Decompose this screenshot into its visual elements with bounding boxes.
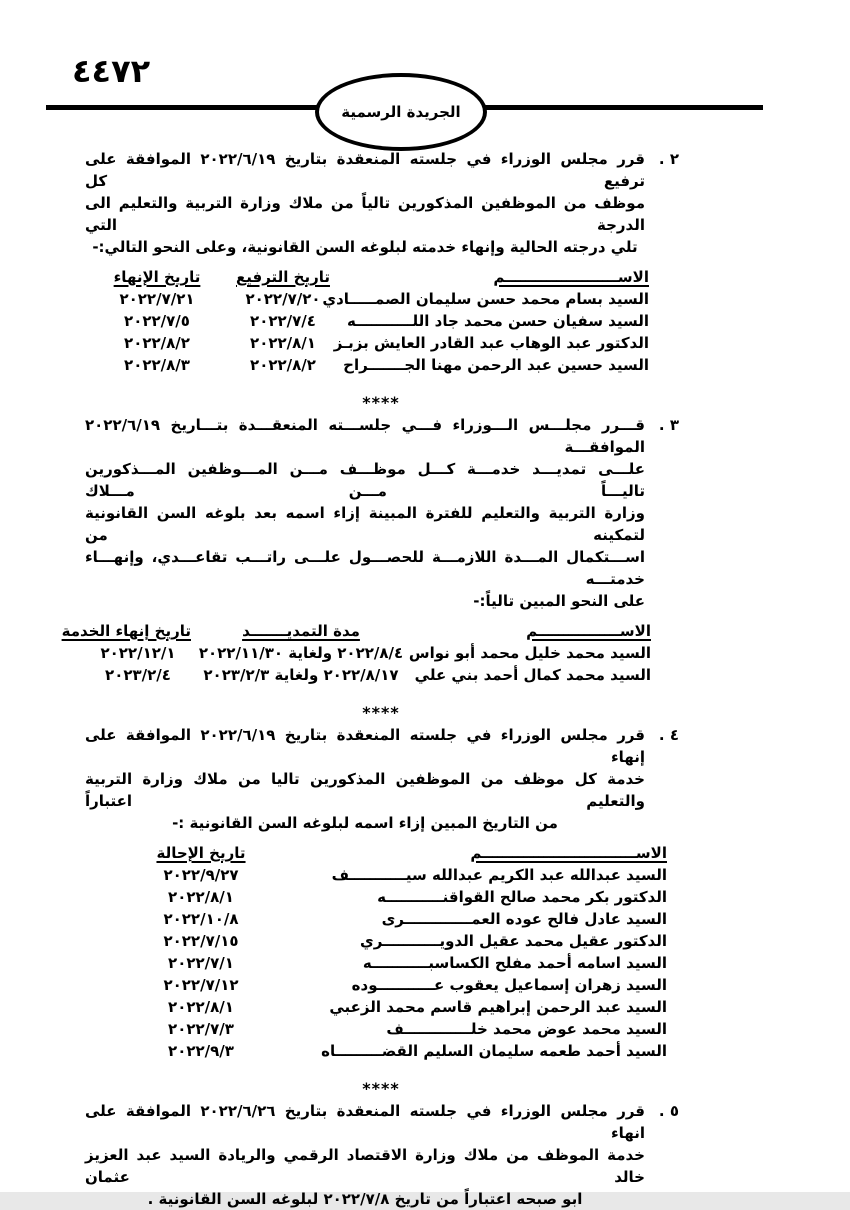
paragraph-line: على النحو المبين تالياً:- xyxy=(473,592,645,610)
table-header-row xyxy=(87,266,649,288)
employee-name: السيد سفيان حسن محمد جاد اللـــــــــــه xyxy=(347,312,649,330)
referral-date: ٢٠٢٢/٩/٣ xyxy=(168,1042,234,1060)
employee-name: الدكتور عبد الوهاب عبد القادر العايش بزبـز xyxy=(333,334,649,352)
section-separator: **** xyxy=(362,1079,400,1098)
referral-date: ٢٠٢٢/٧/١٢ xyxy=(163,976,239,994)
section-separator: **** xyxy=(362,703,400,722)
decisions-content xyxy=(61,148,679,1210)
employee-name: الدكتور عقيل محمد عقيل الدويـــــــــــري xyxy=(359,932,667,950)
gazette-title: الجريدة الرسمية xyxy=(341,103,461,121)
decision-item-2 xyxy=(85,148,677,376)
promotion-date: ٢٠٢٢/٧/٢٠ xyxy=(245,290,321,308)
paragraph-line: خدمة كل موظف من الموظفين المذكورين تاليا من ملاك وزارة التربية والتعليم اعتباراً xyxy=(85,770,645,810)
paragraph-line: قرر مجلس الوزراء في جلسته المنعقدة بتاريخ ٢٠٢٢/٦/٢٦ الموافقة على انهاء xyxy=(85,1102,645,1142)
name-column-header: الاســــــــــــــــــــــم xyxy=(493,268,649,286)
promotion-date: ٢٠٢٢/٨/١ xyxy=(250,334,316,352)
table-row xyxy=(85,1018,667,1040)
employee-name: السيد حسين عبد الرحمن مهنا الجـــــــراح xyxy=(343,356,649,374)
promotion-date: ٢٠٢٢/٨/٢ xyxy=(250,356,316,374)
paragraph-line: قرر مجلس الوزراء في جلسته المنعقدة بتاريخ ٢٠٢٢/٦/١٩ الموافقة على ترفيع كل xyxy=(85,150,645,190)
item-paragraph xyxy=(85,1100,677,1210)
table-row xyxy=(87,288,649,310)
termination-date-header: تاريخ الإنهاء xyxy=(113,268,201,286)
employee-name: السيد محمد كمال أحمد بني علي xyxy=(414,666,651,684)
item-marker: ٤ . xyxy=(658,726,679,744)
paragraph-line: موظف من الموظفين المذكورين تالياً من ملاك وزارة التربية والتعليم الى الدرجة التي xyxy=(85,194,645,234)
item-paragraph xyxy=(85,414,677,612)
paragraph-line: تلي درجته الحالية وإنهاء خدمته لبلوغه السن القانونية، وعلى النحو التالي:- xyxy=(92,238,638,256)
referral-date: ٢٠٢٢/٧/٣ xyxy=(168,1020,234,1038)
item-marker: ٣ . xyxy=(658,416,679,434)
employee-name: السيد بسام محمد حسن سليمان الصمـــــادي xyxy=(322,290,649,308)
table-row xyxy=(85,908,667,930)
referral-date: ٢٠٢٢/٨/١ xyxy=(168,998,234,1016)
table-row xyxy=(87,310,649,332)
termination-date: ٢٠٢٢/٧/٢١ xyxy=(119,290,195,308)
extension-period: ٢٠٢٢/٨/١٧ ولغاية ٢٠٢٣/٢/٣ xyxy=(203,666,399,684)
decision-item-5 xyxy=(85,1100,677,1210)
name-column-header: الاســــــــــــــــم xyxy=(526,622,651,640)
extensions-table xyxy=(61,620,651,686)
referral-date: ٢٠٢٢/٧/١ xyxy=(168,954,234,972)
extension-period-header: مدة التمديـــــــد xyxy=(242,622,360,640)
terminations-table xyxy=(85,842,667,1062)
gazette-seal xyxy=(315,73,487,151)
employee-name: السيد محمد خليل محمد أبو نواس xyxy=(408,644,651,662)
table-row xyxy=(85,974,667,996)
paragraph-line: خدمة الموظف من ملاك وزارة الاقتصاد الرقمي والريادة السيد عبد العزيز خالد عثمان xyxy=(85,1146,645,1186)
promotions-table xyxy=(87,266,649,376)
extension-period: ٢٠٢٢/٨/٤ ولغاية ٢٠٢٢/١١/٣٠ xyxy=(198,644,404,662)
table-header-row xyxy=(61,620,651,642)
termination-date: ٢٠٢٢/٧/٥ xyxy=(124,312,190,330)
paragraph-line: قرر مجلس الوزراء في جلسته المنعقدة بتاريخ ٢٠٢٢/٦/١٩ الموافقة على إنهاء xyxy=(85,726,645,766)
paragraph-line: ابو صبحه اعتباراً من تاريخ ٢٠٢٢/٧/٨ لبلوغه السن القانونية . xyxy=(147,1190,583,1208)
employee-name: السيد عبدالله عبد الكريم عبدالله سيـــــــــــف xyxy=(331,866,667,884)
referral-date-header: تاريخ الإحالة xyxy=(156,844,246,862)
name-column-header: الاســــــــــــــــــــــــــــــم xyxy=(470,844,667,862)
decision-item-3 xyxy=(61,414,679,686)
item-marker: ٢ . xyxy=(658,150,679,168)
employee-name: الدكتور بكر محمد صالح القواقنـــــــــــه xyxy=(377,888,667,906)
page-number: ٤٤٧٢ xyxy=(72,52,151,90)
table-row xyxy=(85,952,667,974)
paragraph-line: قـــرر مجلـــس الـــوزراء فـــي جلســـته المنعقـــدة بتـــاريخ ٢٠٢٢/٦/١٩ الموافقـــة xyxy=(85,416,645,456)
service-end-date: ٢٠٢٣/٢/٤ xyxy=(105,666,171,684)
referral-date: ٢٠٢٢/٩/٢٧ xyxy=(163,866,239,884)
promotion-date-header: تاريخ الترفيع xyxy=(236,268,330,286)
decision-item-4 xyxy=(85,724,677,1062)
table-row xyxy=(85,886,667,908)
termination-date: ٢٠٢٢/٨/٢ xyxy=(124,334,190,352)
service-end-date: ٢٠٢٢/١٢/١ xyxy=(100,644,176,662)
item-paragraph xyxy=(85,148,677,258)
paragraph-line: اســـتكمال المـــدة اللازمـــة للحصـــول علـــى راتـــب تقاعـــدي، وإنهـــاء خدمتـــه xyxy=(85,548,645,588)
table-header-row xyxy=(85,842,667,864)
referral-date: ٢٠٢٢/٨/١ xyxy=(168,888,234,906)
employee-name: السيد اسامه أحمد مفلح الكساسبـــــــــــه xyxy=(362,954,667,972)
employee-name: السيد زهران إسماعيل يعقوب عـــــــــــوده xyxy=(351,976,667,994)
table-row xyxy=(85,930,667,952)
item-marker: ٥ . xyxy=(658,1102,679,1120)
termination-date: ٢٠٢٢/٨/٣ xyxy=(124,356,190,374)
table-row xyxy=(85,1040,667,1062)
section-separator: **** xyxy=(362,393,400,412)
table-row xyxy=(87,354,649,376)
employee-name: السيد أحمد طعمه سليمان السليم القضـــــــــاه xyxy=(321,1042,667,1060)
employee-name: السيد محمد عوض محمد خلـــــــــــــف xyxy=(386,1020,667,1038)
referral-date: ٢٠٢٢/٧/١٥ xyxy=(163,932,239,950)
table-row xyxy=(85,996,667,1018)
paragraph-line: وزارة التربية والتعليم للفترة المبينة إزاء اسمه بعد بلوغه السن القانونية لتمكينه من xyxy=(85,504,645,544)
employee-name: السيد عادل فالح عوده العمـــــــــــــرى xyxy=(381,910,667,928)
table-row xyxy=(85,642,651,664)
paragraph-line: من التاريخ المبين إزاء اسمه لبلوغه السن القانونية :- xyxy=(172,814,558,832)
service-end-header: تاريخ إنهاء الخدمة xyxy=(61,622,191,640)
paragraph-line: علـــى تمديـــد خدمـــة كـــل موظـــف مـــن المـــوظفين المـــذكورين تاليـــاً مـــن مـــلاك xyxy=(85,460,645,500)
employee-name: السيد عبد الرحمن إبراهيم قاسم محمد الزعبي xyxy=(329,998,667,1016)
table-row xyxy=(85,664,651,686)
referral-date: ٢٠٢٢/١٠/٨ xyxy=(163,910,239,928)
item-paragraph xyxy=(85,724,677,834)
table-row xyxy=(85,864,667,886)
table-row xyxy=(87,332,649,354)
promotion-date: ٢٠٢٢/٧/٤ xyxy=(250,312,316,330)
